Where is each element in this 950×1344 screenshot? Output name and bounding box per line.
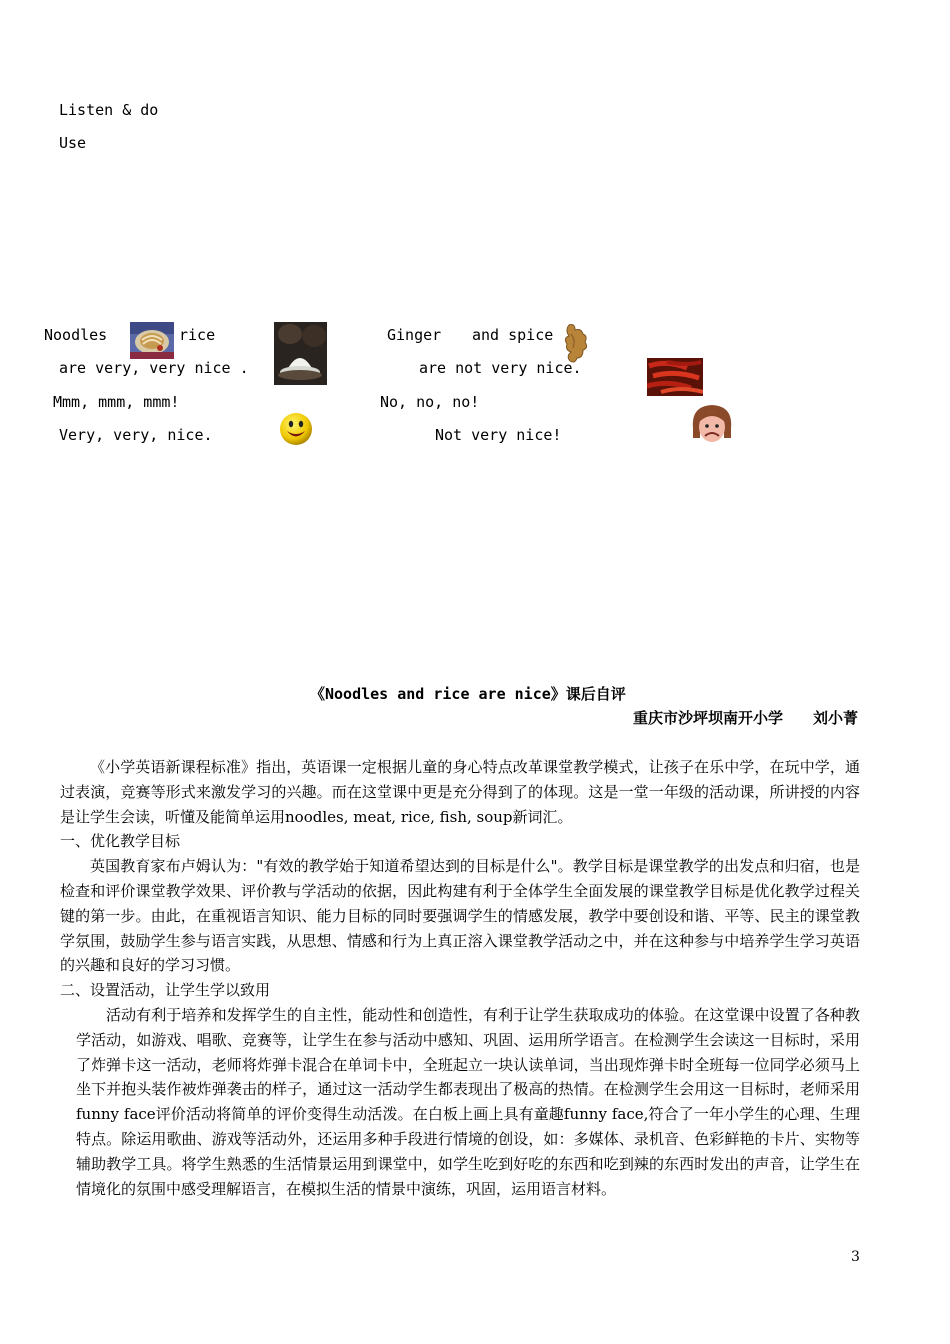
page-number: 3 (851, 1249, 860, 1265)
section-heading-2: 二、设置活动，让学生学以致用 (60, 981, 271, 1000)
smiley-face-icon (279, 412, 313, 446)
chant-right-line3: No, no, no! (380, 393, 480, 411)
noodle-bowl-icon (130, 322, 174, 359)
chant-right-line1-spice: and spice (472, 326, 554, 344)
chant-left-line2: are very, very nice . (59, 359, 249, 377)
chant-left-line1-rice: rice (179, 326, 216, 344)
chant-right-line2: are not very nice. (419, 359, 582, 377)
evaluation-title (310, 683, 626, 704)
use-label: Use (59, 134, 87, 152)
paragraph-objectives: 英国教育家布卢姆认为："有效的教学始于知道希望达到的目标是什么"。教学目标是课堂教学的出发点和归宿，也是检查和评价课堂教学效果、评价教与学活动的依据，因此构建有利于全体学生全面发展的课堂教学目标是优化教学过程关键的第一步。由此，在重视语言知识、能力目标的同时要强调学生的情感发展，教学中要创设和谐、平等、民主的课堂教学氛围，鼓励学生参与语言实践，从思想、情感和行为上真正溶入课堂教学活动之中，并在这种参与中培养学生学习英语的兴趣和良好的学习习惯。 (60, 857, 860, 975)
evaluation-body (60, 755, 860, 1201)
chant-right-line4: Not very nice! (435, 426, 562, 444)
paragraph-activities: 活动有利于培养和发挥学生的自主性，能动性和创造性，有利于让学生获取成功的体验。在这堂课中设置了各种教学活动，如游戏、唱歌、竞赛等，让学生在参与活动中感知、巩固、运用所学语言。在检测学生会读这一目标时，采用了炸弹卡这一活动，老师将炸弹卡混合在单词卡中，全班起立一块认读单词，当出现炸弹卡时全班每一位同学必须马上坐下并抱头装作被炸弹袭击的样子，通过这一活动学生都表现出了极高的热情。在检测学生会用这一目标时，老师采用funny face评价活动将简单的评价变得生动活泼。在白板上画上具有童趣funny face,符合了一年小学生的心理、生理特点。除运用歌曲、游戏等活动外，还运用多种手段进行情境的创设，如：多媒体、录机音、色彩鲜艳的卡片、实物等辅助教学工具。将学生熟悉的生活情景运用到课堂中，如学生吃到好吃的东西和吃到辣的东西时发出的声音，让学生在情境化的氛围中感受理解语言，在模拟生活的情景中演练，巩固，运用语言材料。 (76, 1005, 860, 1198)
section-heading-1: 一、优化教学目标 (60, 832, 181, 851)
chant-right-line1-ginger: Ginger (387, 326, 442, 344)
evaluation-author: 重庆市沙坪坝南开小学 刘小菁 (632, 709, 858, 727)
chant-left-line1-noodles: Noodles (44, 326, 108, 344)
listen-do-label: Listen & do (59, 101, 159, 119)
paragraph-intro: 《小学英语新课程标准》指出，英语课一定根据儿童的身心特点改革课堂教学模式，让孩子在乐中学，在玩中学，通过表演，竞赛等形式来激发学习的兴趣。而在这堂课中更是充分得到了的体现。这是一堂一年级的活动课，所讲授的内容是让学生会读，听懂及能简单运用noodles, meat, rice, fish, soup新词汇。 (60, 758, 860, 826)
evaluation-title-text: 《Noodles and rice are nice》课后自评 (310, 685, 626, 703)
chant-left-line3: Mmm, mmm, mmm! (53, 393, 180, 411)
chant-left-line4: Very, very, nice. (59, 426, 213, 444)
sad-face-icon (688, 402, 736, 446)
chili-pepper-icon (647, 358, 703, 396)
rice-bowl-icon (274, 322, 327, 385)
